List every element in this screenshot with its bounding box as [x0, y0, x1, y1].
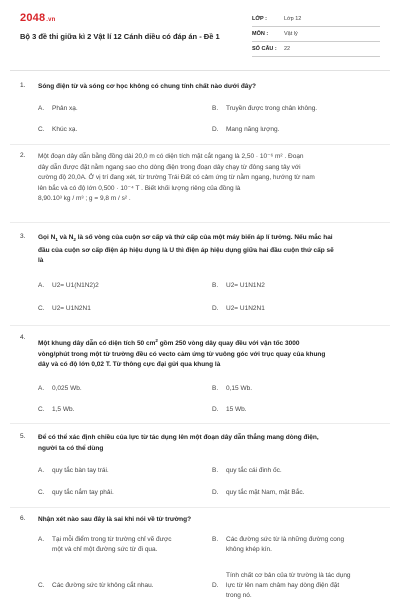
question-number: 2.: [20, 152, 26, 159]
question-5: [20, 433, 380, 503]
question-line: dây dẫn được đặt nằm ngang sao cho dòng điện trong đoạn dây chạy từ đông sang tây với: [38, 163, 301, 171]
question-text: [38, 233, 380, 267]
option-line: lực từ lên nam châm hay dòng điện đặt: [226, 582, 340, 589]
meta-value: Vật lý: [284, 31, 298, 37]
question-line: lên bắc và có độ lớn 0,500 · 10⁻⁴ T . Biết khối lượng riêng của đồng là: [38, 184, 241, 192]
option-letter: A.: [38, 467, 45, 474]
option-text: Phản xạ.: [52, 105, 78, 112]
option-letter: A.: [38, 536, 45, 543]
option-text: Truyền được trong chân không.: [226, 105, 318, 112]
option-letter: A.: [38, 385, 45, 392]
question-text: [38, 336, 380, 371]
option-letter: C.: [38, 582, 45, 589]
document-title: Bộ 3 đề thi giữa kì 2 Vật lí 12 Cánh diều có đáp án - Đề 1: [20, 32, 220, 41]
option-text: Khúc xạ.: [52, 126, 78, 133]
header-divider: [10, 70, 390, 71]
question-separator: [10, 222, 390, 223]
option-text: U2= U1N2N1: [52, 305, 91, 312]
question-line: [38, 233, 380, 246]
option-text: quy tắc bàn tay trái.: [52, 467, 109, 474]
option-letter: A.: [38, 105, 45, 112]
question-line: cường độ 20,0A. Ở vị trí đang xét, từ trường Trái Đất có cảm ứng từ nằm ngang, hướng từ nam: [38, 174, 315, 181]
option-letter: D.: [212, 406, 219, 413]
meta-value: 22: [284, 46, 291, 52]
option-text: U2= U1N1N2: [226, 282, 265, 289]
text-segment: Một khung dây dẫn có diện tích 50 cm: [38, 340, 156, 347]
question-separator: [10, 423, 390, 424]
meta-row-count: [252, 42, 380, 57]
question-4: [20, 334, 380, 420]
option-text: 1,5 Wb.: [52, 406, 75, 413]
question-separator: [10, 325, 390, 326]
option-text: Mang năng lượng.: [226, 126, 280, 133]
option-letter: B.: [212, 385, 219, 392]
option-line: Các đường sức từ là những đường cong: [226, 536, 345, 543]
option-letter: D.: [212, 126, 219, 133]
question-line: đầu của cuộn sơ cấp điện áp hiệu dụng là U thì điện áp hiệu dụng giữa hai đầu cuộn thứ cấp sẽ: [38, 246, 334, 254]
subscript: 2: [73, 237, 76, 242]
option-line: một và chỉ một đường sức từ đi qua.: [52, 546, 158, 553]
meta-label: SỐ CÂU :: [252, 46, 277, 52]
question-line: là: [38, 257, 44, 264]
option-text: quy tắc cái đinh ốc.: [226, 467, 282, 474]
question-number: 6.: [20, 515, 26, 522]
question-separator: [10, 507, 390, 508]
superscript: 2: [155, 338, 158, 343]
option-a[interactable]: [38, 535, 208, 555]
option-letter: C.: [38, 489, 45, 496]
question-line: vòng/phút trong một từ trường đều có vecto cảm ứng từ vuông góc với trục quay của khung: [38, 350, 326, 358]
question-text: [38, 152, 380, 205]
option-text: U2= U1(N1N2)2: [52, 282, 99, 289]
option-letter: B.: [212, 467, 219, 474]
exam-meta-table: [252, 12, 380, 57]
option-c[interactable]: [38, 581, 208, 591]
option-b[interactable]: [212, 104, 380, 114]
meta-row-subject: [252, 27, 380, 42]
page-header: [0, 0, 400, 72]
text-segment: là số vòng của cuộn sơ cấp và thứ cấp của một máy biến áp lí tưởng. Nếu mắc hai: [75, 234, 333, 241]
option-text: [52, 535, 208, 555]
option-b[interactable]: [212, 281, 380, 291]
option-letter: B.: [212, 105, 219, 112]
question-number: 5.: [20, 433, 26, 440]
option-text: 0,025 Wb.: [52, 385, 82, 392]
question-text: Sóng điện từ và sóng cơ học không có chung tính chất nào dưới đây?: [38, 83, 256, 90]
option-text: [226, 535, 380, 555]
text-segment: và N: [57, 234, 74, 241]
question-line: Một đoạn dây dẫn bằng đồng dài 20,0 m có diện tích mặt cắt ngang là 2,50 · 10⁻⁶ m² . Đoạn: [38, 153, 304, 160]
meta-row-class: [252, 12, 380, 27]
option-letter: A.: [38, 282, 45, 289]
option-text: U2= U1N2N1: [226, 305, 265, 312]
meta-label: LỚP :: [252, 16, 267, 22]
question-6: [20, 515, 380, 600]
option-a[interactable]: [38, 384, 208, 394]
logo-tld: .vn: [46, 17, 56, 23]
option-letter: C.: [38, 126, 45, 133]
text-segment: Gọi N: [38, 234, 56, 241]
option-d[interactable]: [212, 125, 380, 135]
option-a[interactable]: [38, 104, 208, 114]
option-text: quy tắc mặt Nam, mặt Bắc.: [226, 489, 305, 496]
option-line: không khép kín.: [226, 546, 272, 553]
option-text: [52, 581, 208, 591]
option-letter: B.: [212, 536, 219, 543]
option-c[interactable]: [38, 125, 208, 135]
option-b[interactable]: [212, 466, 380, 476]
option-letter: B.: [212, 282, 219, 289]
question-line: dây và có độ lớn 0,02 T. Từ thông cực đại gửi qua khung là: [38, 361, 221, 368]
meta-value: Lớp 12: [284, 16, 302, 22]
option-c[interactable]: [38, 304, 208, 314]
option-line: Các đường sức từ không cắt nhau.: [52, 582, 154, 589]
option-line: Tính chất cơ bản của từ trường là tác dụng: [226, 572, 351, 579]
site-logo[interactable]: [20, 12, 56, 24]
option-letter: D.: [212, 489, 219, 496]
option-c[interactable]: [38, 488, 208, 498]
option-a[interactable]: [38, 281, 208, 291]
meta-label: MÔN :: [252, 31, 269, 37]
option-b[interactable]: [212, 384, 380, 394]
text-segment: gồm 250 vòng dây quay đều với vận tốc 3000: [157, 340, 300, 347]
option-d[interactable]: [212, 405, 380, 415]
question-line: [38, 336, 380, 350]
question-line: 8,90.10³ kg / m³ ; g = 9,8 m / s² .: [38, 195, 131, 202]
option-letter: C.: [38, 305, 45, 312]
option-line: trong nó.: [226, 592, 252, 599]
option-letter: D.: [212, 582, 219, 589]
question-separator: [10, 144, 390, 145]
option-text: [226, 571, 380, 600]
option-a[interactable]: [38, 466, 208, 476]
option-d[interactable]: [212, 571, 380, 600]
question-number: 4.: [20, 334, 26, 341]
question-line: người ta có thể dùng: [38, 444, 104, 452]
option-letter: D.: [212, 305, 219, 312]
question-1: [20, 82, 380, 142]
question-text: [38, 433, 380, 454]
question-number: 1.: [20, 82, 26, 89]
question-number: 3.: [20, 233, 26, 240]
option-letter: C.: [38, 406, 45, 413]
question-3: [20, 233, 380, 323]
option-d[interactable]: [212, 304, 380, 314]
option-text: 0,15 Wb.: [226, 385, 253, 392]
option-b[interactable]: [212, 535, 380, 555]
question-2: [20, 152, 380, 218]
subscript: 1: [55, 237, 58, 242]
option-line: Tại mỗi điểm trong từ trường chỉ vẽ được: [52, 536, 172, 543]
option-d[interactable]: [212, 488, 380, 498]
question-line: Để có thể xác định chiều của lực từ tác dụng lên một đoạn dây dẫn thẳng mang dòng điện,: [38, 434, 319, 441]
option-text: quy tắc nắm tay phải.: [52, 489, 114, 496]
option-text: 15 Wb.: [226, 406, 247, 413]
question-text: Nhận xét nào sau đây là sai khi nói về từ trường?: [38, 516, 192, 523]
logo-text: 2048: [20, 12, 46, 24]
option-c[interactable]: [38, 405, 208, 415]
